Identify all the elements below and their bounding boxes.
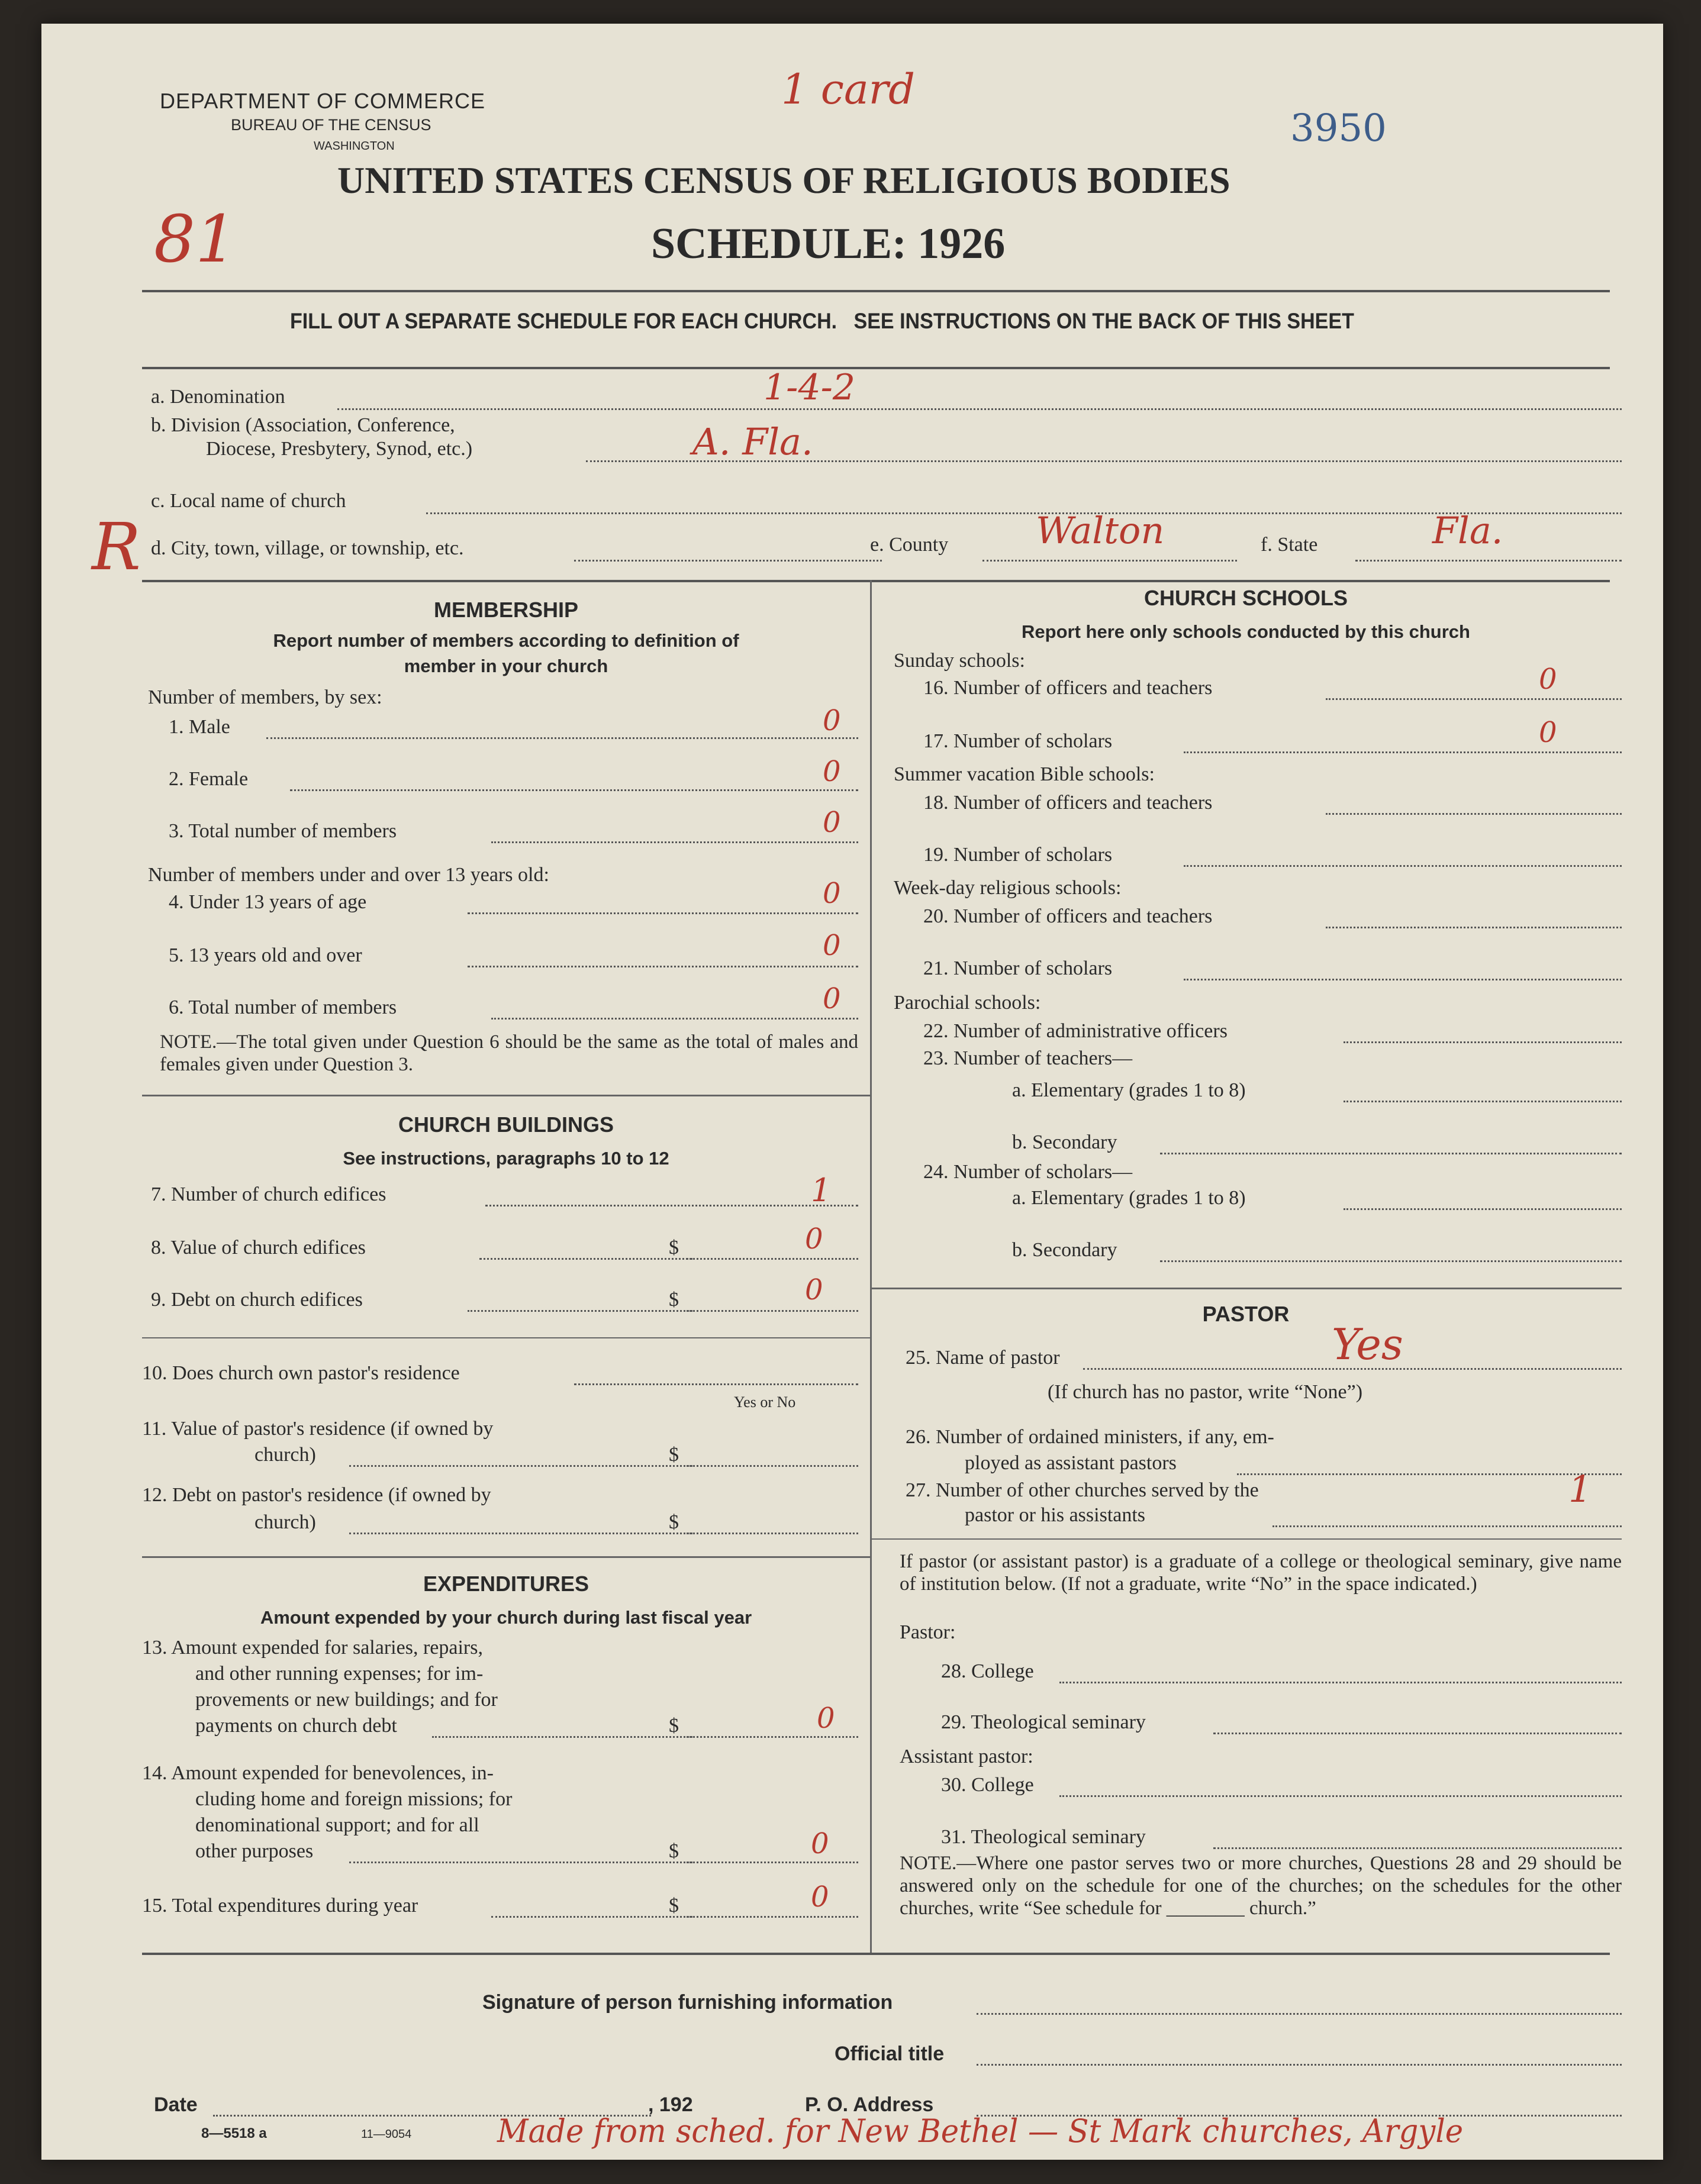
- members-by-sex-label: Number of members, by sex:: [148, 686, 382, 708]
- buildings-sub: See instructions, paragraphs 10 to 12: [343, 1148, 669, 1169]
- q8-amount-line: [687, 1258, 858, 1260]
- q13-amount-line: [687, 1736, 858, 1738]
- q27-label-2: pastor or his assistants: [965, 1504, 1146, 1526]
- official-title-label: Official title: [835, 2043, 945, 2065]
- q5-label: 5. 13 years old and over: [169, 944, 362, 966]
- city-line: WASHINGTON: [314, 140, 395, 153]
- q11-line: [349, 1465, 692, 1467]
- print-number: 11—9054: [361, 2128, 412, 2141]
- q13-label-2: and other running expenses; for im-: [195, 1663, 484, 1685]
- q19-label: 19. Number of scholars: [923, 844, 1113, 866]
- department-line: DEPARTMENT OF COMMERCE: [160, 89, 486, 113]
- stamp-number: 3950: [1290, 107, 1387, 150]
- schedule-title: SCHEDULE: 1926: [651, 220, 1006, 268]
- q17-value[interactable]: 0: [1539, 716, 1557, 749]
- weekday-schools-label: Week-day religious schools:: [894, 877, 1122, 899]
- q14-label-1: 14. Amount expended for benevolences, in-: [142, 1762, 494, 1784]
- q24-label: 24. Number of scholars—: [923, 1161, 1133, 1183]
- q6-line: [491, 1018, 858, 1020]
- schools-heading: CHURCH SCHOOLS: [1143, 586, 1348, 610]
- denomination-line: [337, 408, 1622, 410]
- membership-rule: [142, 1095, 870, 1096]
- q20-line: [1326, 927, 1622, 928]
- q8-dollar: $: [669, 1237, 679, 1259]
- q9-label: 9. Debt on church edifices: [151, 1289, 363, 1311]
- membership-sub-2: member in your church: [404, 656, 608, 676]
- signature-label: Signature of person furnishing information: [482, 1991, 893, 2014]
- q25-note: (If church has no pastor, write “None”): [1048, 1381, 1363, 1403]
- q31-line: [1213, 1847, 1622, 1849]
- q22-label: 22. Number of administrative officers: [923, 1020, 1228, 1042]
- q30-line: [1059, 1795, 1622, 1797]
- form-title: UNITED STATES CENSUS OF RELIGIOUS BODIES: [337, 159, 1230, 201]
- division-label-1: b. Division (Association, Conference,: [151, 414, 455, 436]
- q10-line: [574, 1383, 858, 1385]
- membership-heading: MEMBERSHIP: [433, 598, 579, 622]
- q15-line: [491, 1916, 692, 1918]
- q7-line: [485, 1205, 858, 1206]
- q25-label: 25. Name of pastor: [906, 1347, 1060, 1369]
- q13-line: [432, 1736, 692, 1738]
- q13-label-1: 13. Amount expended for salaries, repairs,: [142, 1637, 483, 1659]
- q13-label-3: provements or new buildings; and for: [195, 1689, 498, 1711]
- q20-label: 20. Number of officers and teachers: [923, 905, 1213, 927]
- schools-sub: Report here only schools conducted by this church: [1022, 621, 1470, 642]
- q11-amount-line: [687, 1465, 858, 1467]
- q2-label: 2. Female: [169, 768, 249, 790]
- q16-value[interactable]: 0: [1539, 663, 1557, 696]
- q15-value[interactable]: 0: [811, 1880, 829, 1914]
- q17-line: [1184, 751, 1622, 753]
- expenditures-heading: EXPENDITURES: [423, 1572, 589, 1596]
- q23-label: 23. Number of teachers—: [923, 1047, 1133, 1069]
- q13-label-4: payments on church debt: [195, 1715, 397, 1737]
- column-divider: [870, 580, 872, 1953]
- q4-line: [468, 912, 858, 914]
- q21-label: 21. Number of scholars: [923, 957, 1113, 979]
- q15-label: 15. Total expenditures during year: [142, 1895, 418, 1917]
- q22-line: [1344, 1041, 1622, 1043]
- q11-label-1: 11. Value of pastor's residence (if owned by: [142, 1418, 494, 1440]
- summer-schools-label: Summer vacation Bible schools:: [894, 763, 1155, 785]
- pastor-note: NOTE.—Where one pastor serves two or more churches, Questions 28 and 29 should be answered only on the schedule for one of the churches; on the schedules for the other churches, write “See schedule for ________ church.”: [900, 1853, 1622, 1919]
- pastor-rule: [870, 1538, 1622, 1540]
- q14-dollar: $: [669, 1840, 679, 1862]
- q24a-label: a. Elementary (grades 1 to 8): [1012, 1187, 1246, 1209]
- header-rule-top: [142, 290, 1610, 292]
- q7-value[interactable]: 1: [811, 1172, 832, 1209]
- form-number: 8—5518 a: [201, 2125, 267, 2141]
- q13-dollar: $: [669, 1715, 679, 1737]
- header-rule-bottom: [142, 367, 1610, 369]
- buildings-mid-rule: [142, 1337, 870, 1338]
- q1-label: 1. Male: [169, 716, 230, 738]
- identity-rule: [142, 580, 1610, 582]
- q24a-line: [1344, 1208, 1622, 1210]
- q26-label-2: ployed as assistant pastors: [965, 1452, 1177, 1474]
- q29-label: 29. Theological seminary: [941, 1711, 1146, 1733]
- q1-line: [266, 737, 858, 739]
- city-line-field: [574, 560, 882, 562]
- buildings-heading: CHURCH BUILDINGS: [398, 1112, 614, 1137]
- q16-label: 16. Number of officers and teachers: [923, 677, 1213, 699]
- q25-value[interactable]: Yes: [1332, 1320, 1403, 1369]
- division-value[interactable]: A. Fla.: [692, 420, 813, 463]
- po-address-label: P. O. Address: [805, 2093, 934, 2116]
- division-label-2: Diocese, Presbytery, Synod, etc.): [206, 438, 473, 460]
- q4-value[interactable]: 0: [823, 877, 841, 910]
- pastor-sub-label: Pastor:: [900, 1621, 956, 1643]
- q26-label-1: 26. Number of ordained ministers, if any, em-: [906, 1426, 1274, 1448]
- q12-label-2: church): [254, 1511, 316, 1533]
- q11-label-2: church): [254, 1444, 316, 1466]
- q7-label: 7. Number of church edifices: [151, 1183, 386, 1205]
- county-value[interactable]: Walton: [1036, 509, 1165, 552]
- handwritten-code: 81: [154, 201, 237, 277]
- q18-line: [1326, 813, 1622, 815]
- q23b-label: b. Secondary: [1012, 1131, 1117, 1153]
- q8-line: [479, 1258, 692, 1260]
- q15-dollar: $: [669, 1895, 679, 1917]
- q14-label-3: denominational support; and for all: [195, 1814, 479, 1836]
- q29-line: [1213, 1733, 1622, 1734]
- q4-label: 4. Under 13 years of age: [169, 891, 367, 913]
- q8-label: 8. Value of church edifices: [151, 1237, 366, 1259]
- membership-sub-1: Report number of members according to definition of: [273, 630, 739, 651]
- q31-label: 31. Theological seminary: [941, 1826, 1146, 1848]
- signature-line: [977, 2013, 1622, 2015]
- members-by-age-label: Number of members under and over 13 years old:: [148, 864, 549, 886]
- schools-rule: [870, 1288, 1622, 1289]
- official-title-line: [977, 2064, 1622, 2066]
- q18-label: 18. Number of officers and teachers: [923, 792, 1213, 814]
- q28-label: 28. College: [941, 1660, 1034, 1682]
- q1-value[interactable]: 0: [823, 704, 841, 737]
- q8-value[interactable]: 0: [805, 1222, 823, 1256]
- q14-amount-line: [687, 1862, 858, 1863]
- membership-note: NOTE.—The total given under Question 6 should be the same as the total of males and females given under Question 3.: [160, 1031, 858, 1075]
- parochial-schools-label: Parochial schools:: [894, 992, 1041, 1014]
- q3-line: [491, 841, 858, 843]
- q16-line: [1326, 698, 1622, 700]
- city-label: d. City, town, village, or township, etc.: [151, 537, 464, 559]
- q15-amount-line: [687, 1916, 858, 1918]
- q12-dollar: $: [669, 1511, 679, 1533]
- state-line: [1355, 560, 1622, 562]
- denomination-label: a. Denomination: [151, 386, 285, 408]
- q11-dollar: $: [669, 1444, 679, 1466]
- yes-no-hint: Yes or No: [734, 1393, 796, 1411]
- q6-label: 6. Total number of members: [169, 996, 397, 1018]
- q2-value[interactable]: 0: [823, 755, 841, 788]
- q5-value[interactable]: 0: [823, 929, 841, 962]
- q14-value[interactable]: 0: [811, 1827, 829, 1860]
- buildings-rule: [142, 1556, 870, 1558]
- church-name-label: c. Local name of church: [151, 490, 346, 512]
- q23b-line: [1160, 1153, 1622, 1154]
- handwritten-footer-note: Made from sched. for New Bethel — St Mark churches, Argyle: [497, 2112, 1464, 2150]
- q9-amount-line: [687, 1310, 858, 1312]
- state-label: f. State: [1261, 534, 1318, 556]
- q23a-line: [1344, 1101, 1622, 1102]
- denomination-value[interactable]: 1-4-2: [763, 367, 856, 408]
- q10-label: 10. Does church own pastor's residence: [142, 1362, 460, 1384]
- q21-line: [1184, 979, 1622, 980]
- q12-amount-line: [687, 1533, 858, 1534]
- handwritten-card-count: 1 card: [781, 65, 915, 114]
- q6-value[interactable]: 0: [823, 982, 841, 1015]
- q9-value[interactable]: 0: [805, 1273, 823, 1306]
- q27-line: [1272, 1525, 1622, 1527]
- main-bottom-rule: [142, 1953, 1610, 1955]
- q2-line: [290, 789, 858, 791]
- q30-label: 30. College: [941, 1774, 1034, 1796]
- q14-line: [349, 1862, 692, 1863]
- instruction-line: FILL OUT A SEPARATE SCHEDULE FOR EACH CHURCH. SEE INSTRUCTIONS ON THE BACK OF THIS SHEET: [290, 309, 1354, 333]
- sunday-schools-label: Sunday schools:: [894, 650, 1025, 672]
- q3-value[interactable]: 0: [823, 806, 841, 839]
- county-label: e. County: [870, 534, 949, 556]
- q9-line: [468, 1310, 692, 1312]
- handwritten-R: R: [92, 509, 141, 585]
- q17-label: 17. Number of scholars: [923, 730, 1113, 752]
- q13-value[interactable]: 0: [817, 1702, 835, 1735]
- county-line: [982, 560, 1237, 562]
- q27-label-1: 27. Number of other churches served by the: [906, 1479, 1259, 1501]
- pastor-heading: PASTOR: [1202, 1302, 1290, 1326]
- q28-line: [1059, 1682, 1622, 1683]
- q12-label-1: 12. Debt on pastor's residence (if owned by: [142, 1484, 491, 1506]
- census-form-sheet: [41, 24, 1663, 2160]
- bureau-line: BUREAU OF THE CENSUS: [231, 116, 431, 134]
- graduate-note: If pastor (or assistant pastor) is a graduate of a college or theological seminary, give name of institution below. (If not a graduate, write “No” in the space indicated.): [900, 1551, 1622, 1595]
- q24b-label: b. Secondary: [1012, 1239, 1117, 1261]
- date-label: Date: [154, 2093, 198, 2116]
- q14-label-4: other purposes: [195, 1840, 314, 1862]
- q12-line: [349, 1533, 692, 1534]
- q9-dollar: $: [669, 1289, 679, 1311]
- q5-line: [468, 966, 858, 967]
- assistant-sub-label: Assistant pastor:: [900, 1746, 1033, 1767]
- q19-line: [1184, 865, 1622, 867]
- state-value[interactable]: Fla.: [1432, 509, 1503, 552]
- q3-label: 3. Total number of members: [169, 820, 397, 842]
- q24b-line: [1160, 1260, 1622, 1262]
- year-label: , 192: [648, 2093, 693, 2116]
- q27-value[interactable]: 1: [1568, 1467, 1592, 1511]
- q14-label-2: cluding home and foreign missions; for: [195, 1788, 513, 1810]
- q23a-label: a. Elementary (grades 1 to 8): [1012, 1079, 1246, 1101]
- expenditures-sub: Amount expended by your church during last fiscal year: [260, 1607, 752, 1628]
- q26-line: [1237, 1473, 1622, 1475]
